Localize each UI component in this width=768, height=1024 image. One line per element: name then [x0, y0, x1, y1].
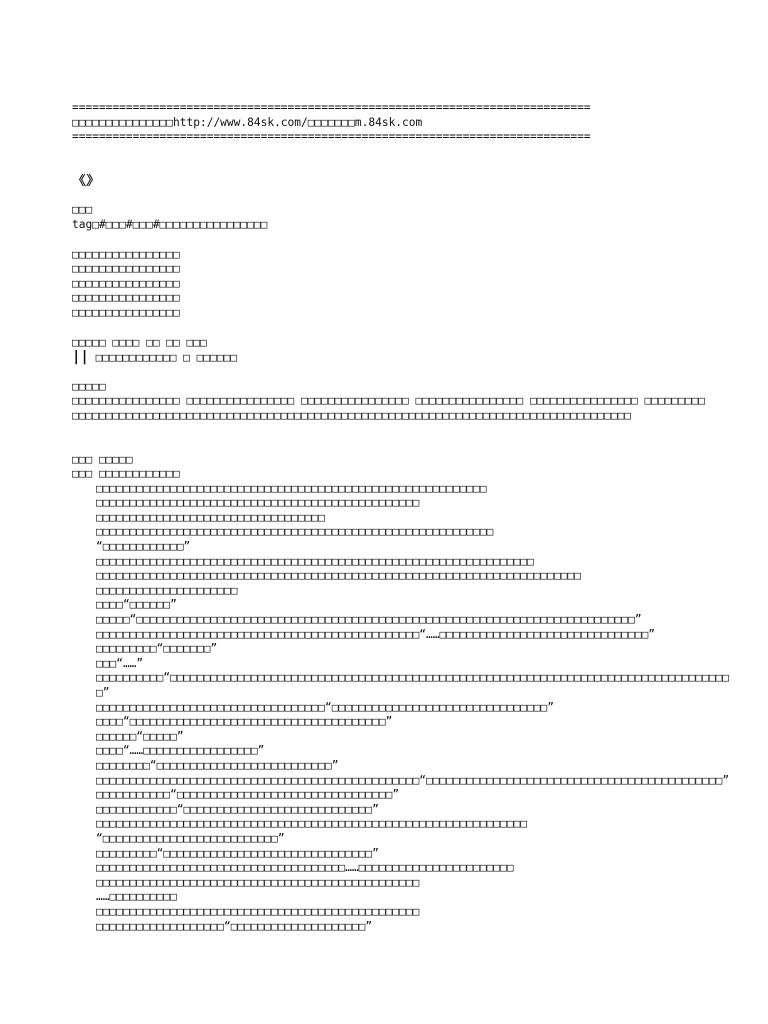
- volume-title: □□□ □□□□□: [72, 452, 133, 466]
- paragraph: □□□□□□□□□□□□□□□□□□□□□□□□□□□□□□□□□□□□□□□□□□□□□□□□□□□□□□□□□□□□□□□□□□□□□□□□: [96, 569, 581, 583]
- paragraph: □□□□□□□□□□“□□□□□□□□□□□□□□□□□□□□□□□□□□□□□□□□□□□□□□□□□□□□□□□□□□□□□□□□□□□□□□□□□□□□□□□□□□□□□□□□□□□□”: [96, 671, 730, 699]
- paragraph: □□□□□□“□□□□□”: [96, 729, 184, 743]
- book-title: [72, 174, 752, 189]
- info-line: □□□□□□□□□□□□□□□□: [72, 291, 180, 305]
- paragraph: □□□□□□□□□□□□□□□□□□□□□□□□□□□□□□□□□□“□□□□□□□□□□□□□□□□□□□□□□□□□□□□□□□□”: [96, 700, 555, 714]
- info-line: □□□□□□□□□□□□□□□□: [72, 262, 180, 276]
- summary-text: □□□□□□□□□□□□□□□□ □□□□□□□□□□□□□□□□ □□□□□□□□□□□□□□□□ □□□□□□□□□□□□□□□□ □□□□□□□□□□□□□□□□ □□□□□□□□□□□□□□□□□□□□□□□□□□□□□□□□□□□□□□□□□□□□□□□□□□□□□□□□□□□□□□□□□□□□□□□□□□□□□□□□□□□□□□□□□□□□: [72, 394, 706, 422]
- paragraph: “□□□□□□□□□□□□”: [96, 540, 191, 554]
- paragraph: □□□□□□□□□□□□□□□□□□□□□□□□□□□□□□□□□□: [96, 510, 326, 524]
- document-body: [72, 101, 752, 934]
- site-url-line: □□□□□□□□□□□□□□□http://www.84sk.com/□□□□□□□m.84sk.com: [72, 115, 423, 129]
- paragraph: □□□□□□□□□□□□□□□□□□□□□□□□□□□□□□□□□□□□□□□□□□□□□□□□□□□□□□□□□□□□□□□□□: [96, 554, 534, 568]
- paragraph: □□□□□□□□□□□□□□□□□□□“□□□□□□□□□□□□□□□□□□□□”: [96, 919, 373, 933]
- divider-bars-icon: ||: [72, 350, 89, 365]
- paragraph: □□□□□□□□□□□□□□□□□□□□□□□□□□□□□□□□□□□□□□□□□□□□□□□□□□□□□□□□□□: [96, 481, 487, 495]
- paragraph: □□□“……”: [96, 656, 144, 670]
- info-line: □□□□□□□□□□□□□□□□: [72, 247, 180, 261]
- paragraph: □□□□□□□□□□□□□□□□□□□□□□□□□□□□□□□□□□□□□□□□□□□□□□□□“□□□□□□□□□□□□□□□□□□□□□□□□□□□□□□□□□□□□□□□□□□□□”: [96, 773, 730, 787]
- meta-line-2: [72, 350, 752, 365]
- paragraph: □□□□□□□□□“□□□□□□□□□□□□□□□□□□□□□□□□□□□□□□□”: [96, 846, 379, 860]
- paragraph: ……□□□□□□□□□□: [96, 890, 177, 904]
- paragraph: □□□□□□□□□□□□□□□□□□□□□□□□□□□□□□□□□□□□□□□□□□□□□□□□: [96, 875, 420, 889]
- paragraph: □□□□□□□□“□□□□□□□□□□□□□□□□□□□□□□□□□□”: [96, 758, 339, 772]
- meta-line: □□□□□ □□□□ □□ □□ □□□: [72, 335, 207, 349]
- author-label: □□□: [72, 203, 93, 217]
- paragraph: □□□□□□□□□□□□□□□□□□□□□□□□□□□□□□□□□□□□□□□□□□□□□□□□□□□□□□□□□□□□□□□□: [96, 817, 528, 831]
- paragraph: □□□□□□□□□“□□□□□□□”: [96, 642, 218, 656]
- paragraph: □□□□□□□□□□□□□□□□□□□□□□□□□□□□□□□□□□□□□□□□□□□□□□□□: [96, 496, 420, 510]
- tag-line: tag□#□□□#□□□#□□□□□□□□□□□□□□□□: [72, 217, 268, 231]
- paragraph: □□□□□□□□□□□□“□□□□□□□□□□□□□□□□□□□□□□□□□□□□”: [96, 802, 379, 816]
- info-line: □□□□□□□□□□□□□□□□: [72, 305, 180, 319]
- paragraph: □□□□□□□□□□□□□□□□□□□□□□□□□□□□□□□□□□□□□□□□□□□□□□□□□□□□□□□□□□□: [96, 525, 494, 539]
- summary-label: □□□□□: [72, 379, 106, 393]
- paragraph: □□□□“□□□□□□”: [96, 598, 177, 612]
- meta-line-2-text: □□□□□□□□□□□□ □ □□□□□□: [95, 351, 238, 365]
- paragraph: □□□□□“□□□□□□□□□□□□□□□□□□□□□□□□□□□□□□□□□□□□□□□□□□□□□□□□□□□□□□□□□□□□□□□□□□□□□□□□□□”: [96, 613, 642, 627]
- paragraph: □□□□“……□□□□□□□□□□□□□□□□□”: [96, 744, 265, 758]
- separator-top: =============================================================================: [72, 101, 591, 114]
- book-title-mark: 《》: [72, 173, 100, 189]
- chapter-text: [72, 482, 752, 934]
- paragraph: □□□□□□□□□□□□□□□□□□□□□: [96, 583, 238, 597]
- chapter-title: □□□ □□□□□□□□□□□□: [72, 467, 180, 481]
- separator-bottom: =============================================================================: [72, 130, 591, 144]
- paragraph: □□□□□□□□□□□□□□□□□□□□□□□□□□□□□□□□□□□□□□□□□□□□□□□□: [96, 904, 420, 918]
- paragraph: □□□□□□□□□□□“□□□□□□□□□□□□□□□□□□□□□□□□□□□□□□□□”: [96, 788, 400, 802]
- info-line: □□□□□□□□□□□□□□□□: [72, 276, 180, 290]
- paragraph: “□□□□□□□□□□□□□□□□□□□□□□□□□□”: [96, 831, 285, 845]
- info-lines: [72, 248, 752, 321]
- paragraph: □□□□□□□□□□□□□□□□□□□□□□□□□□□□□□□□□□□□□……□□□□□□□□□□□□□□□□□□□□□□□: [96, 861, 514, 875]
- paragraph: □□□□□□□□□□□□□□□□□□□□□□□□□□□□□□□□□□□□□□□□□□□□□□□□“……□□□□□□□□□□□□□□□□□□□□□□□□□□□□□□□”: [96, 627, 656, 641]
- paragraph: □□□□“□□□□□□□□□□□□□□□□□□□□□□□□□□□□□□□□□□□□□□”: [96, 715, 393, 729]
